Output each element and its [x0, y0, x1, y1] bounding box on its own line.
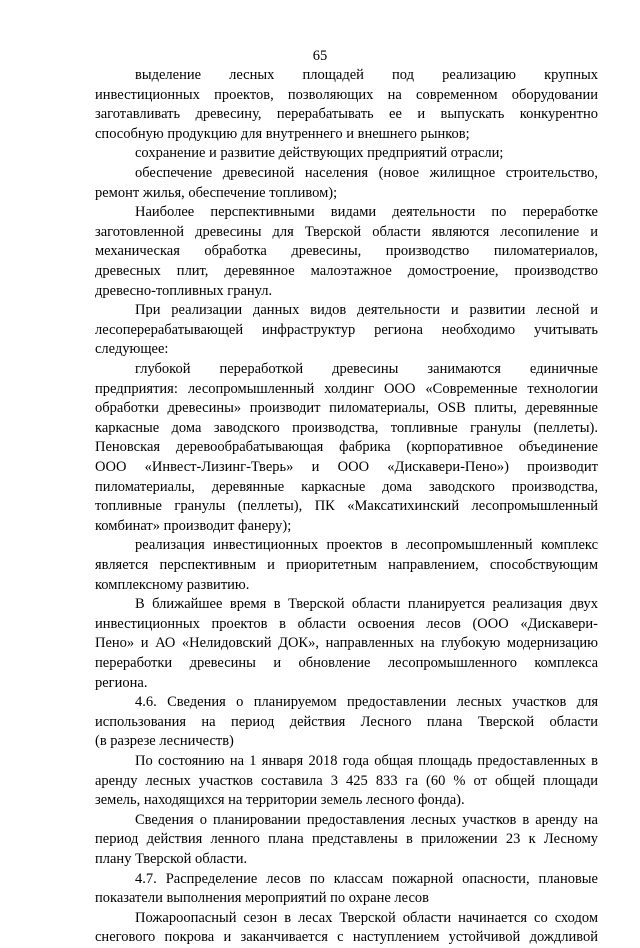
- text-line: Пено» и АО «Нелидовский ДОК», направленных на глубокую модернизацию: [95, 635, 598, 652]
- text-line: ремонт жилья, обеспечение топливом);: [95, 184, 338, 201]
- text-line: Сведения о планировании предоставления лесных участков в аренду на: [135, 811, 598, 828]
- text-line: глубокой переработкой древесины занимаются единичные: [135, 361, 598, 377]
- text-line: обработки древесины» производит пиломатериалы, OSB плиты, деревянные: [95, 400, 598, 417]
- text-line: инвестиционных проектов в области освоения лесов (ООО «Дискавери-: [95, 615, 598, 632]
- text-line: предприятия: лесопромышленный холдинг ООО «Современные технологии: [95, 380, 598, 397]
- text-line: переработки древесины и обновление лесопромышленного комплекса: [95, 654, 598, 671]
- text-line: региона.: [95, 674, 148, 691]
- text-line: земель, находящихся на территории земель лесного фонда).: [95, 792, 465, 809]
- text-line: каркасные дома заводского производства, топливные гранулы (пеллеты).: [95, 419, 598, 436]
- paragraph: [95, 203, 598, 301]
- text-line: ООО «Инвест-Лизинг-Тверь» и ООО «Дискавери-Пено») производит: [95, 458, 598, 475]
- text-line: реализация инвестиционных проектов в лесопромышленный комплекс: [135, 537, 598, 554]
- text-line: следующее:: [95, 341, 169, 358]
- paragraph: [95, 66, 598, 144]
- text-line: По состоянию на 1 января 2018 года общая площадь предоставленных в: [135, 753, 598, 769]
- paragraph: [95, 693, 598, 752]
- text-line: механическая обработка древесины, производство пиломатериалов,: [95, 243, 598, 260]
- page-number: 65: [312, 48, 328, 64]
- paragraph: [95, 164, 598, 203]
- text-line: древесных плит, деревянное малоэтажное домостроение, производство: [95, 262, 598, 279]
- text-line: плану Тверской области.: [95, 850, 248, 867]
- paragraph: [95, 909, 598, 948]
- text-line: снегового покрова и заканчивается с наступлением устойчивой дождливой: [95, 929, 598, 946]
- text-line: комплексному развитию.: [95, 576, 250, 593]
- text-line: использования на период действия Лесного плана Тверской области: [95, 713, 598, 730]
- text-line: выделение лесных площадей под реализацию крупных: [135, 67, 598, 83]
- paragraph: [95, 301, 598, 360]
- text-line: обеспечение древесиной населения (новое жилищное строительство,: [135, 165, 598, 181]
- text-line: способную продукцию для внутреннего и внешнего рынков;: [95, 125, 470, 142]
- text-line: топливные гранулы (пеллеты), ПК «Максатихинский лесопромышленный: [95, 498, 598, 515]
- text-line: 4.7. Распределение лесов по классам пожарной опасности, плановые: [135, 870, 598, 887]
- text-line: (в разрезе лесничеств): [95, 733, 234, 750]
- paragraph: [95, 536, 598, 595]
- paragraph: [95, 595, 598, 693]
- paragraph: [95, 360, 598, 536]
- text-line: пиломатериалы, деревянные каркасные дома заводского производства,: [95, 478, 598, 495]
- text-line: В ближайшее время в Тверской области планируется реализация двух: [135, 596, 598, 613]
- text-line: При реализации данных видов деятельности и развитии лесной и: [135, 302, 598, 319]
- text-line: аренду лесных участков составила 3 425 833 га (60 % от общей площади: [95, 772, 598, 789]
- text-line: древесно-топливных гранул.: [95, 282, 273, 299]
- text-line: Пожароопасный сезон в лесах Тверской области начинается со сходом: [135, 909, 598, 926]
- text-line: Пеновская деревообрабатывающая фабрика (корпоративное объединение: [95, 439, 598, 456]
- text-line: период действия ленного плана представлены в приложении 23 к Лесному: [95, 831, 598, 848]
- text-line: лесоперерабатывающей инфраструктур региона необходимо учитывать: [95, 321, 598, 338]
- text-line: показатели выполнения мероприятий по охране лесов: [95, 890, 429, 907]
- paragraph: [95, 811, 598, 870]
- paragraph: [95, 144, 598, 164]
- paragraph: [95, 752, 598, 811]
- text-line: заготавливать древесину, перерабатывать ее и выпускать конкурентно: [95, 106, 598, 123]
- text-line: заготовленной древесины для Тверской области являются лесопиление и: [95, 223, 598, 240]
- text-line: сохранение и развитие действующих предприятий отрасли;: [135, 145, 504, 162]
- paragraph: [95, 870, 598, 909]
- text-line: инвестиционных проектов, позволяющих на современном оборудовании: [95, 86, 598, 103]
- text-line: 4.6. Сведения о планируемом предоставлении лесных участков для: [135, 694, 598, 711]
- text-line: комбинат» производит фанеру);: [95, 517, 292, 534]
- text-line: является перспективным и приоритетным направлением, способствующим: [95, 556, 598, 573]
- text-line: Наиболее перспективными видами деятельности по переработке: [135, 204, 598, 221]
